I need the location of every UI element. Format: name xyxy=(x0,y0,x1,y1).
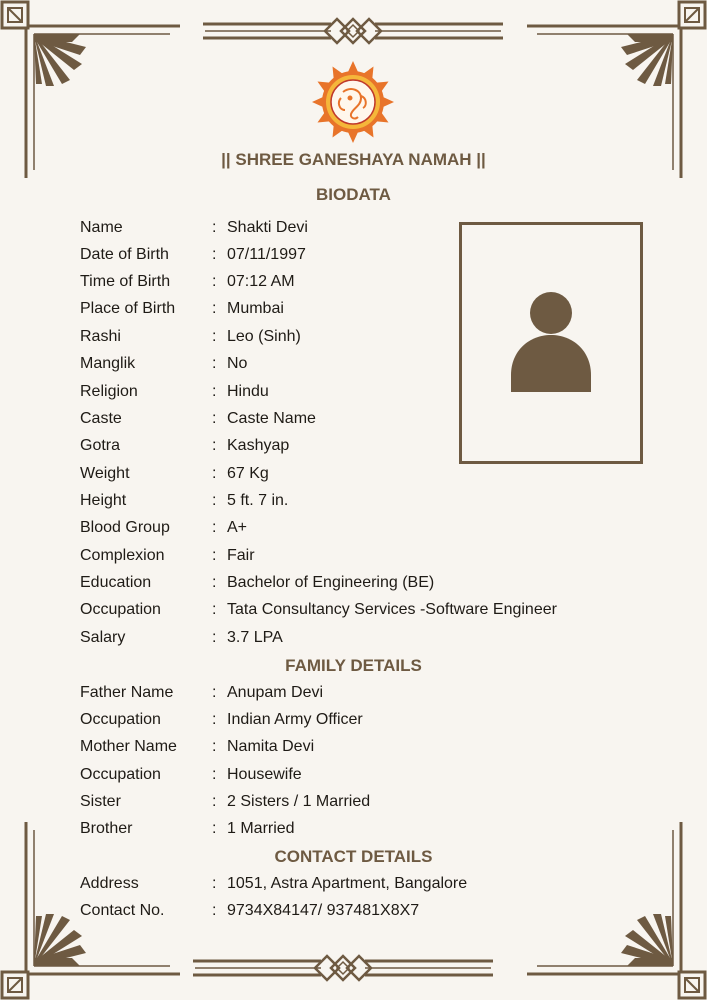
separator: : xyxy=(212,355,217,372)
detail-label: Date of Birth xyxy=(80,246,169,263)
detail-label: Place of Birth xyxy=(80,300,176,317)
separator: : xyxy=(212,273,217,290)
separator: : xyxy=(212,465,217,482)
separator: : xyxy=(212,437,217,454)
detail-label: Occupation xyxy=(80,601,161,618)
detail-label: Mother Name xyxy=(80,738,177,755)
separator: : xyxy=(212,383,217,400)
profile-photo-frame xyxy=(459,222,643,464)
detail-value: 07/11/1997 xyxy=(227,246,306,263)
separator: : xyxy=(212,547,217,564)
separator: : xyxy=(212,711,217,728)
detail-label: Occupation xyxy=(80,766,161,783)
detail-value: 5 ft. 7 in. xyxy=(227,492,289,509)
separator: : xyxy=(212,875,217,892)
detail-label: Brother xyxy=(80,820,133,837)
separator: : xyxy=(212,328,217,345)
separator: : xyxy=(212,766,217,783)
detail-label: Salary xyxy=(80,629,126,646)
detail-label: Occupation xyxy=(80,711,161,728)
detail-value: Indian Army Officer xyxy=(227,711,363,728)
separator: : xyxy=(212,793,217,810)
separator: : xyxy=(212,684,217,701)
separator: : xyxy=(212,519,217,536)
detail-value: Bachelor of Engineering (BE) xyxy=(227,574,435,591)
detail-value: 1 Married xyxy=(227,820,295,837)
detail-label: Caste xyxy=(80,410,122,427)
detail-value: 3.7 LPA xyxy=(227,629,283,646)
separator: : xyxy=(212,601,217,618)
detail-label: Rashi xyxy=(80,328,121,345)
detail-label: Manglik xyxy=(80,355,136,372)
separator: : xyxy=(212,300,217,317)
detail-label: Religion xyxy=(80,383,138,400)
detail-value: 07:12 AM xyxy=(227,273,295,290)
separator: : xyxy=(212,738,217,755)
ganesha-logo-icon xyxy=(311,60,395,144)
invocation-heading: || SHREE GANESHAYA NAMAH || xyxy=(221,150,486,169)
detail-value: 2 Sisters / 1 Married xyxy=(227,793,371,810)
detail-label: Gotra xyxy=(80,437,121,454)
detail-value: Fair xyxy=(227,547,255,564)
detail-value: Namita Devi xyxy=(227,738,315,755)
separator: : xyxy=(212,902,217,919)
separator: : xyxy=(212,820,217,837)
detail-label: Address xyxy=(80,875,139,892)
detail-value: No xyxy=(227,355,248,372)
separator: : xyxy=(212,246,217,263)
detail-label: Name xyxy=(80,219,123,236)
detail-value: Caste Name xyxy=(227,410,316,427)
detail-value: Housewife xyxy=(227,766,302,783)
user-avatar-icon xyxy=(462,225,640,461)
detail-label: Complexion xyxy=(80,547,165,564)
detail-value: Anupam Devi xyxy=(227,684,324,701)
detail-label: Time of Birth xyxy=(80,273,171,290)
detail-value: Mumbai xyxy=(227,300,284,317)
detail-value: Leo (Sinh) xyxy=(227,328,301,345)
page-title: BIODATA xyxy=(316,185,391,204)
detail-value: 67 Kg xyxy=(227,465,269,482)
detail-value: Shakti Devi xyxy=(227,219,308,236)
separator: : xyxy=(212,629,217,646)
detail-label: Sister xyxy=(80,793,121,810)
family-details-heading: FAMILY DETAILS xyxy=(285,656,422,675)
detail-value: Hindu xyxy=(227,383,269,400)
detail-value: Kashyap xyxy=(227,437,290,454)
separator: : xyxy=(212,410,217,427)
separator: : xyxy=(212,574,217,591)
separator: : xyxy=(212,219,217,236)
contact-details-heading: CONTACT DETAILS xyxy=(274,847,433,866)
separator: : xyxy=(212,492,217,509)
detail-value: 9734X84147/ 937481X8X7 xyxy=(227,902,420,919)
detail-label: Weight xyxy=(80,465,130,482)
detail-value: A+ xyxy=(227,519,248,536)
detail-value: 1051, Astra Apartment, Bangalore xyxy=(227,875,468,892)
detail-value: Tata Consultancy Services -Software Engineer xyxy=(227,601,557,618)
detail-label: Blood Group xyxy=(80,519,170,536)
detail-label: Height xyxy=(80,492,127,509)
detail-label: Father Name xyxy=(80,684,174,701)
detail-label: Education xyxy=(80,574,152,591)
detail-label: Contact No. xyxy=(80,902,165,919)
